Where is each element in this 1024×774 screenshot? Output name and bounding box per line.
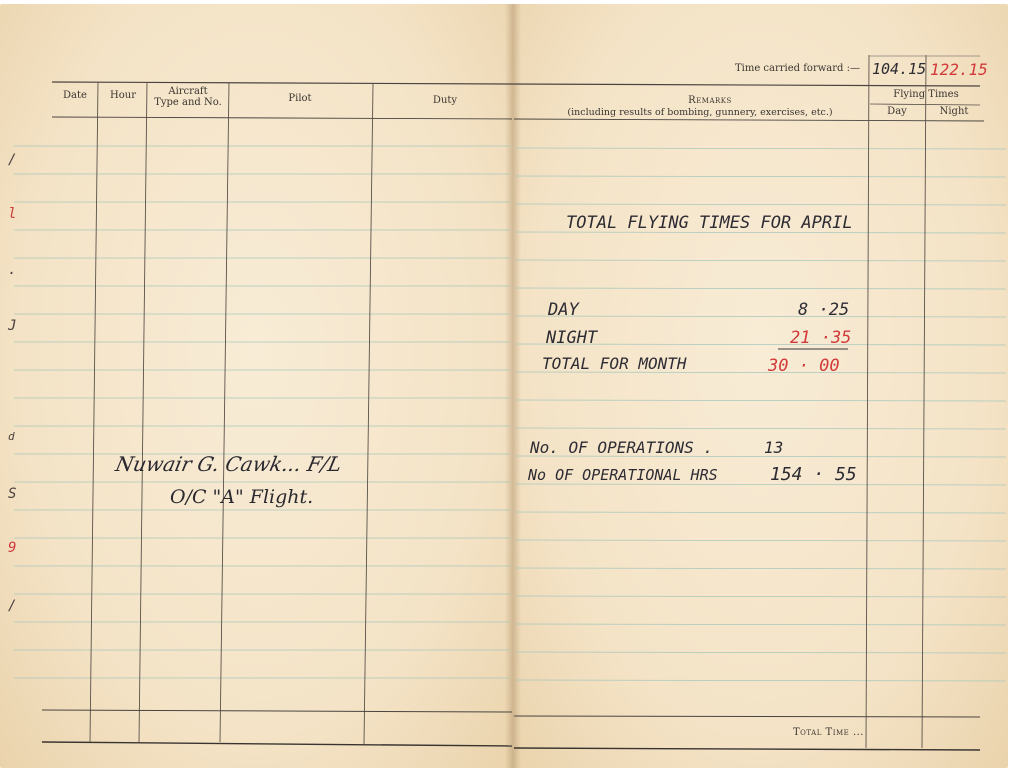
ruled-line [516,596,1006,597]
margin-mark: 9 [8,540,17,556]
ruled-line [516,568,1006,569]
entry-ops-label: No. OF OPERATIONS . [530,438,714,457]
ruled-lines [14,146,1006,681]
header-day: Day [887,106,907,117]
ruled-line [516,148,1006,149]
header-pilot: Pilot [288,93,312,104]
col-aircraft-pilot [220,82,229,742]
col-hour-aircraft [139,82,147,742]
header-duty: Duty [432,95,458,106]
entry-ops-value: 13 [764,438,784,457]
col-remarks-day [866,55,869,748]
margin-mark: . [8,262,17,278]
ruled-line [516,316,1006,317]
footer-bottom-left [42,742,512,746]
header-aircraft [150,86,226,108]
total-time-label: Total Time ... [792,727,864,738]
ruled-line [516,680,1006,681]
header-remarks-sub: (including results of bombing, gunnery, exercises, etc.) [567,107,833,118]
entry-night-value: 21 ·35 [790,328,852,348]
ruled-line [516,624,1006,625]
carried-forward-night: 122.15 [930,60,988,79]
header-bottom-rule-left [52,117,512,119]
col-day-night [922,55,926,748]
entry-heading: TOTAL FLYING TIMES FOR APRIL [566,213,853,233]
entry-ops-hrs-label: No OF OPERATIONAL HRS [528,466,718,484]
header-aircraft-line2: Type and No. [154,97,222,108]
footer-rule-right [514,716,980,717]
flying-times-subrule [870,104,980,105]
header-bottom-rule-right [514,119,984,121]
ruled-line [516,400,1006,401]
header-night: Night [939,106,969,117]
header-flying-times: Flying Times [893,89,959,100]
ruled-line [516,484,1006,485]
margin-mark: d [8,430,15,443]
header-remarks: Remarks [688,95,732,106]
signature-title: O/C "A" Flight. [170,486,314,508]
footer-bottom-right [514,748,980,750]
header-date: Date [63,90,87,101]
carried-forward-label: Time carried forward :— [734,63,860,74]
entry-day-value: 8 ·25 [798,300,850,320]
entry-total-label: TOTAL FOR MONTH [542,354,687,373]
ruled-line [516,652,1006,653]
carried-forward-day: 104.15 [872,60,927,78]
footer-rule-left [42,710,512,712]
ruled-line [516,428,1006,429]
ruled-line [516,540,1006,541]
signature-name: Nuwair G. Cawk... F/L [113,452,345,476]
entry-ops-hrs-value: 154 · 55 [770,464,857,485]
ruled-line [516,176,1006,177]
entry-day-label: DAY [548,300,579,320]
ruled-line [516,512,1006,513]
ruled-line [516,260,1006,261]
entry-night-label: NIGHT [546,328,598,348]
margin-mark: / [8,152,17,168]
margin-mark: / [8,598,17,614]
ruled-line [516,288,1006,289]
header-aircraft-line1: Aircraft [168,86,208,97]
col-pilot-duty [364,84,373,744]
header-hour: Hour [110,90,136,101]
margin-mark: S [8,486,17,502]
margin-mark: J [8,318,17,334]
col-date-hour [90,82,98,742]
margin-mark: l [8,206,17,222]
ruled-line [516,204,1006,205]
entry-total-value: 30 · 00 [768,356,840,376]
